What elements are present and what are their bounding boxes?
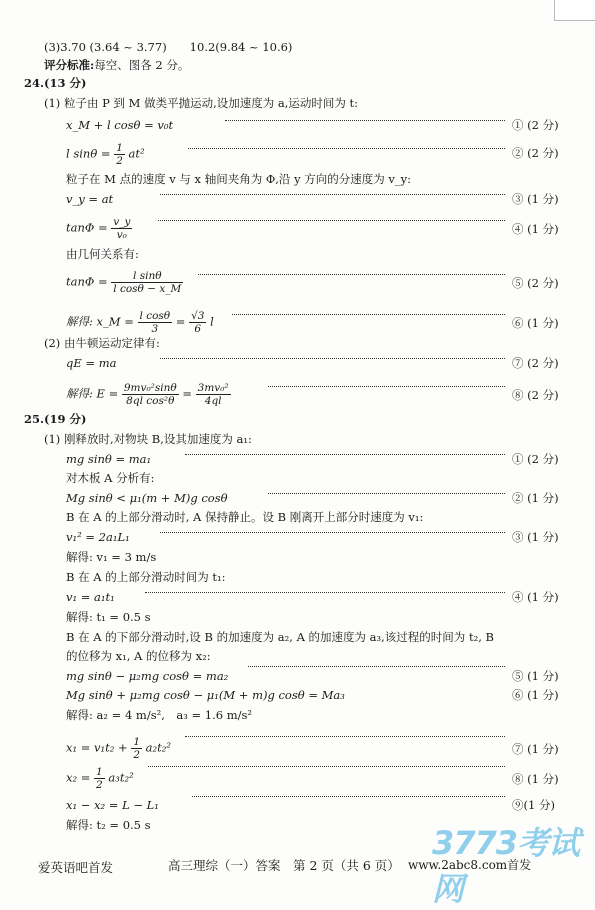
result: 解得: t₂ = 0.5 s	[66, 818, 151, 832]
score-mark: ① (2 分)	[512, 452, 559, 466]
score-mark: ③ (1 分)	[512, 192, 559, 206]
equation: mg sinθ = ma₁	[66, 452, 152, 466]
score-mark: ⑤ (1 分)	[512, 669, 559, 683]
q23-values: (3)3.70 (3.64 ~ 3.77) 10.2(9.84 ~ 10.6)	[44, 40, 293, 54]
score-mark: ⑦ (1 分)	[512, 742, 559, 756]
equation: v₁² = 2a₁L₁	[66, 530, 130, 544]
score-mark: ⑧ (1 分)	[512, 772, 559, 786]
frac-num: 1	[96, 766, 103, 778]
score-mark: ② (1 分)	[512, 491, 559, 505]
score-mark: ⑤ (2 分)	[512, 276, 559, 290]
equation: Mg sinθ + μ₂mg cosθ − μ₁(M + m)g cosθ = Ma₃	[66, 688, 345, 702]
q24-text: 粒子在 M 点的速度 v 与 x 轴间夹角为 Φ,沿 y 方向的分速度为 v_y:	[66, 172, 412, 186]
eq-part: 解得: E =	[66, 386, 122, 401]
result: 解得: t₁ = 0.5 s	[66, 610, 151, 624]
score-mark: ⑥ (1 分)	[512, 688, 559, 702]
eq-part: a₃t₂²	[104, 770, 134, 785]
frac-den: 8ql cos²θ	[126, 395, 175, 407]
eq-part: =	[178, 386, 196, 401]
frac-num: v_y	[113, 216, 131, 228]
q25-text: B 在 A 的下部分滑动时,设 B 的加速度为 a₂, A 的加速度为 a₃,该过程的时间为 t₂, B	[66, 630, 494, 644]
frac-num: 9mv₀²sinθ	[123, 382, 177, 394]
frac-num: l sinθ	[111, 270, 183, 283]
rule-text: 每空、图各 2 分。	[94, 58, 190, 72]
q24-part2-text: (2) 由牛顿运动定律有:	[44, 336, 160, 350]
eq-part: tanΦ =	[66, 220, 112, 235]
q25-part1-text: (1) 刚释放时,对物块 B,设其加速度为 a₁:	[44, 432, 252, 446]
equation: qE = ma	[66, 356, 117, 370]
equation: Mg sinθ < μ₁(m + M)g cosθ	[66, 491, 228, 505]
frac-den: 6	[194, 323, 202, 335]
score-mark: ④ (1 分)	[512, 222, 559, 236]
q25-text: 的位移为 x₁, A 的位移为 x₂:	[66, 649, 211, 663]
frac-den: 4ql	[204, 395, 222, 407]
q25-title: 25.(19 分)	[24, 412, 87, 426]
q24-part1-text: (1) 粒子由 P 到 M 做类平抛运动,设加速度为 a,运动时间为 t:	[44, 96, 359, 110]
result: 解得: v₁ = 3 m/s	[66, 550, 157, 564]
page-footer	[0, 852, 595, 882]
eq-part: l sinθ =	[66, 146, 115, 161]
frac-num: 1	[133, 736, 141, 748]
score-mark: ③ (1 分)	[512, 530, 559, 544]
q24-title: 24.(13 分)	[24, 76, 87, 90]
score-mark: ② (2 分)	[512, 146, 559, 160]
frac-den: l cosθ − x_M	[113, 283, 182, 295]
page-corner-fold	[554, 0, 595, 21]
eq-part: at²	[124, 146, 145, 161]
score-mark: ① (2 分)	[512, 118, 559, 132]
frac-den: 2	[133, 749, 141, 761]
eq-part: l	[206, 314, 214, 329]
rule-label: 评分标准:	[44, 58, 95, 72]
q25-text: 对木板 A 分析有:	[66, 471, 155, 485]
equation: mg sinθ − μ₂mg cosθ = ma₂	[66, 669, 229, 683]
score-mark: ⑨(1 分)	[512, 798, 555, 812]
eq-part: =	[172, 314, 190, 329]
frac-num: 1	[116, 142, 123, 154]
frac-num: l cosθ	[139, 310, 171, 322]
frac-den: 2	[116, 155, 123, 167]
equation: x₁ − x₂ = L − L₁	[66, 798, 159, 812]
score-mark: ⑦ (2 分)	[512, 356, 559, 370]
frac-num: 3mv₀²	[197, 382, 229, 394]
score-mark: ⑥ (1 分)	[512, 316, 559, 330]
frac-num: √3	[191, 310, 205, 322]
score-mark: ⑧ (2 分)	[512, 388, 559, 402]
equation: v_y = at	[66, 192, 114, 206]
eq-part: tanΦ =	[66, 274, 112, 289]
equation: v₁ = a₁t₁	[66, 590, 115, 604]
footer-page-info: 高三理综（一）答案 第 2 页（共 6 页）	[168, 858, 400, 873]
eq-part: 解得: x_M =	[66, 314, 138, 329]
frac-den: 2	[96, 779, 103, 791]
q25-text: B 在 A 的上部分滑动时间为 t₁:	[66, 570, 226, 584]
footer-watermark-left: 爱英语吧首发	[38, 860, 114, 875]
eq-part: x₂ =	[66, 770, 95, 785]
score-mark: ④ (1 分)	[512, 590, 559, 604]
q24-text: 由几何关系有:	[66, 247, 139, 261]
eq-part: x₁ = v₁t₂ +	[66, 740, 132, 755]
result: 解得: a₂ = 4 m/s², a₃ = 1.6 m/s²	[66, 708, 253, 722]
q25-text: B 在 A 的上部分滑动时, A 保持静止。设 B 刚离开上部分时速度为 v₁:	[66, 510, 424, 524]
frac-den: v₀	[116, 229, 127, 241]
frac-den: 3	[151, 323, 159, 335]
footer-watermark-site: www.2abc8.com首发	[408, 858, 532, 872]
equation: x_M + l cosθ = v₀t	[66, 118, 174, 132]
eq-part: a₂t₂²	[142, 740, 171, 755]
watermark-logo-text: 3773考试网	[432, 824, 580, 908]
